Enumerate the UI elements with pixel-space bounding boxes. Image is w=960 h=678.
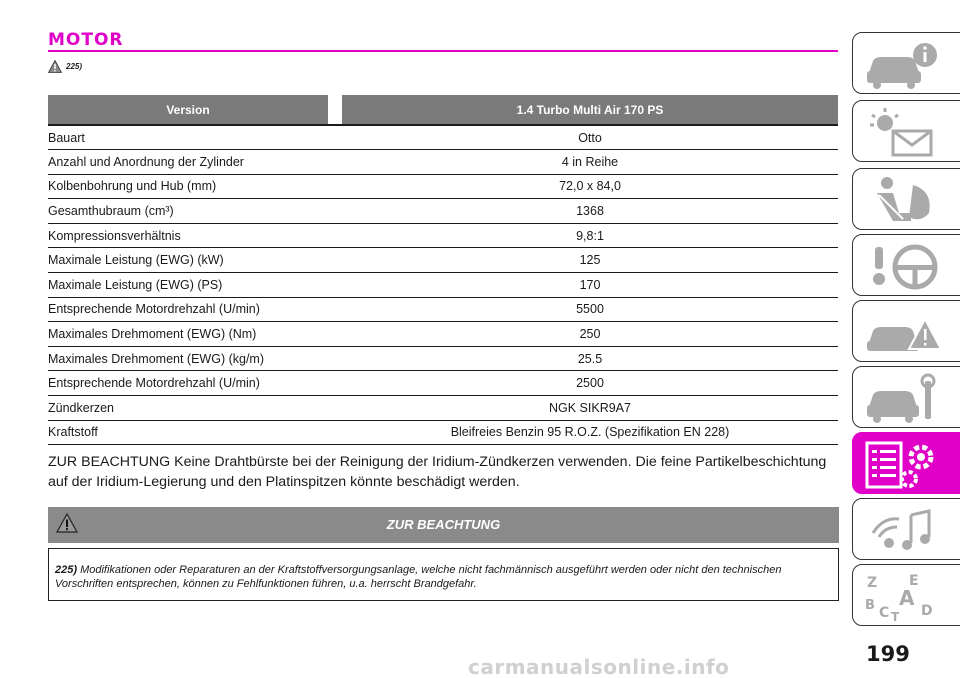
row-spacer (328, 322, 342, 347)
row-value: NGK SIKR9A7 (342, 396, 838, 421)
row-spacer (328, 125, 342, 150)
table-row (48, 396, 838, 421)
multimedia-icon (863, 503, 943, 557)
watermark: carmanualsonline.info (468, 655, 730, 678)
index-letter: D (921, 603, 933, 619)
tab-safety[interactable] (852, 168, 960, 230)
tab-service[interactable] (852, 366, 960, 428)
row-label: Maximales Drehmoment (EWG) (Nm) (48, 322, 328, 347)
index-letter: T (891, 610, 900, 623)
warning-body (48, 548, 839, 601)
row-label: Anzahl und Anordnung der Zylinder (48, 150, 328, 175)
warning-reference-number: 225) (66, 62, 83, 71)
engine-spec-table (48, 95, 838, 445)
index-letter: A (899, 586, 915, 610)
tab-warning-lights[interactable] (852, 100, 960, 162)
table-row (48, 322, 838, 347)
car-service-icon (863, 371, 943, 425)
row-spacer (328, 297, 342, 322)
index-letter: B (865, 598, 875, 613)
row-value: 5500 (342, 297, 838, 322)
warning-header (48, 507, 839, 543)
row-label: Entsprechende Motordrehzahl (U/min) (48, 297, 328, 322)
row-value: 1368 (342, 199, 838, 224)
warning-reference[interactable] (48, 60, 82, 73)
row-value: 250 (342, 322, 838, 347)
title-rule (48, 50, 838, 52)
table-row (48, 174, 838, 199)
row-spacer (328, 199, 342, 224)
table-header-version: Version (48, 95, 328, 125)
section-title: MOTOR (48, 30, 124, 50)
table-row (48, 346, 838, 371)
row-label: Bauart (48, 125, 328, 150)
row-label: Gesamthubraum (cm³) (48, 199, 328, 224)
row-spacer (328, 150, 342, 175)
row-value: 125 (342, 248, 838, 273)
warning-text: Modifikationen oder Reparaturen an der Kraftstoffversorgungsanlage, welche nicht fachmännisch ausgeführt werden oder nicht den technischen Vorschriften entsprechen, können zu Fehlfunktionen führen, u.a. herrscht Brandgefahr. (55, 564, 782, 590)
index-letter: Z (867, 575, 878, 591)
table-row (48, 199, 838, 224)
table-row (48, 223, 838, 248)
row-spacer (328, 248, 342, 273)
alphabetical-index-icon (863, 569, 943, 623)
row-label: Kolbenbohrung und Hub (mm) (48, 174, 328, 199)
technical-data-icon (863, 437, 943, 491)
row-spacer (328, 346, 342, 371)
warning-lights-icon (863, 105, 943, 159)
row-spacer (328, 174, 342, 199)
breakdown-icon (863, 305, 943, 359)
row-value: 9,8:1 (342, 223, 838, 248)
table-row (48, 297, 838, 322)
row-spacer (328, 223, 342, 248)
row-value: Otto (342, 125, 838, 150)
row-label: Kraftstoff (48, 420, 328, 445)
table-row (48, 150, 838, 175)
warning-title: ZUR BEACHTUNG (386, 517, 501, 532)
index-letter: C (879, 605, 890, 621)
table-header-gap (328, 95, 342, 125)
row-value: 2500 (342, 371, 838, 396)
caution-note: ZUR BEACHTUNG Keine Drahtbürste bei der Reinigung der Iridium-Zündkerzen verwenden. Die feine Partikelbeschichtung auf der Iridium-Legierung und den Platinspitzen könnte beschädigt werden. (48, 454, 827, 490)
page-number: 199 (866, 642, 910, 666)
row-spacer (328, 420, 342, 445)
row-label: Maximale Leistung (EWG) (kW) (48, 248, 328, 273)
row-label: Kompressionsverhältnis (48, 223, 328, 248)
row-value: 4 in Reihe (342, 150, 838, 175)
row-label: Maximale Leistung (EWG) (PS) (48, 273, 328, 298)
row-spacer (328, 396, 342, 421)
table-row (48, 371, 838, 396)
row-value: 72,0 x 84,0 (342, 174, 838, 199)
row-value: 25.5 (342, 346, 838, 371)
table-header-model: 1.4 Turbo Multi Air 170 PS (342, 95, 838, 125)
row-label: Entsprechende Motordrehzahl (U/min) (48, 371, 328, 396)
table-row (48, 420, 838, 445)
tab-index[interactable] (852, 564, 960, 626)
tab-starting-driving[interactable] (852, 234, 960, 296)
table-header-row (48, 95, 838, 125)
tab-car-info[interactable] (852, 32, 960, 94)
tab-technical-data[interactable] (852, 432, 960, 494)
table-row (48, 248, 838, 273)
car-info-icon (863, 37, 943, 91)
warning-ref-number: 225) (55, 564, 78, 576)
warning-triangle-icon (48, 60, 62, 73)
tab-emergency[interactable] (852, 300, 960, 362)
row-label: Maximales Drehmoment (EWG) (kg/m) (48, 346, 328, 371)
row-value: 170 (342, 273, 838, 298)
table-row (48, 125, 838, 150)
steering-wheel-icon (863, 239, 943, 293)
row-spacer (328, 273, 342, 298)
index-letter: E (909, 573, 919, 589)
table-row (48, 273, 838, 298)
seat-safety-icon (863, 173, 943, 227)
row-label: Zündkerzen (48, 396, 328, 421)
tab-multimedia[interactable] (852, 498, 960, 560)
row-spacer (328, 371, 342, 396)
row-value: Bleifreies Benzin 95 R.O.Z. (Spezifikation EN 228) (342, 420, 838, 445)
